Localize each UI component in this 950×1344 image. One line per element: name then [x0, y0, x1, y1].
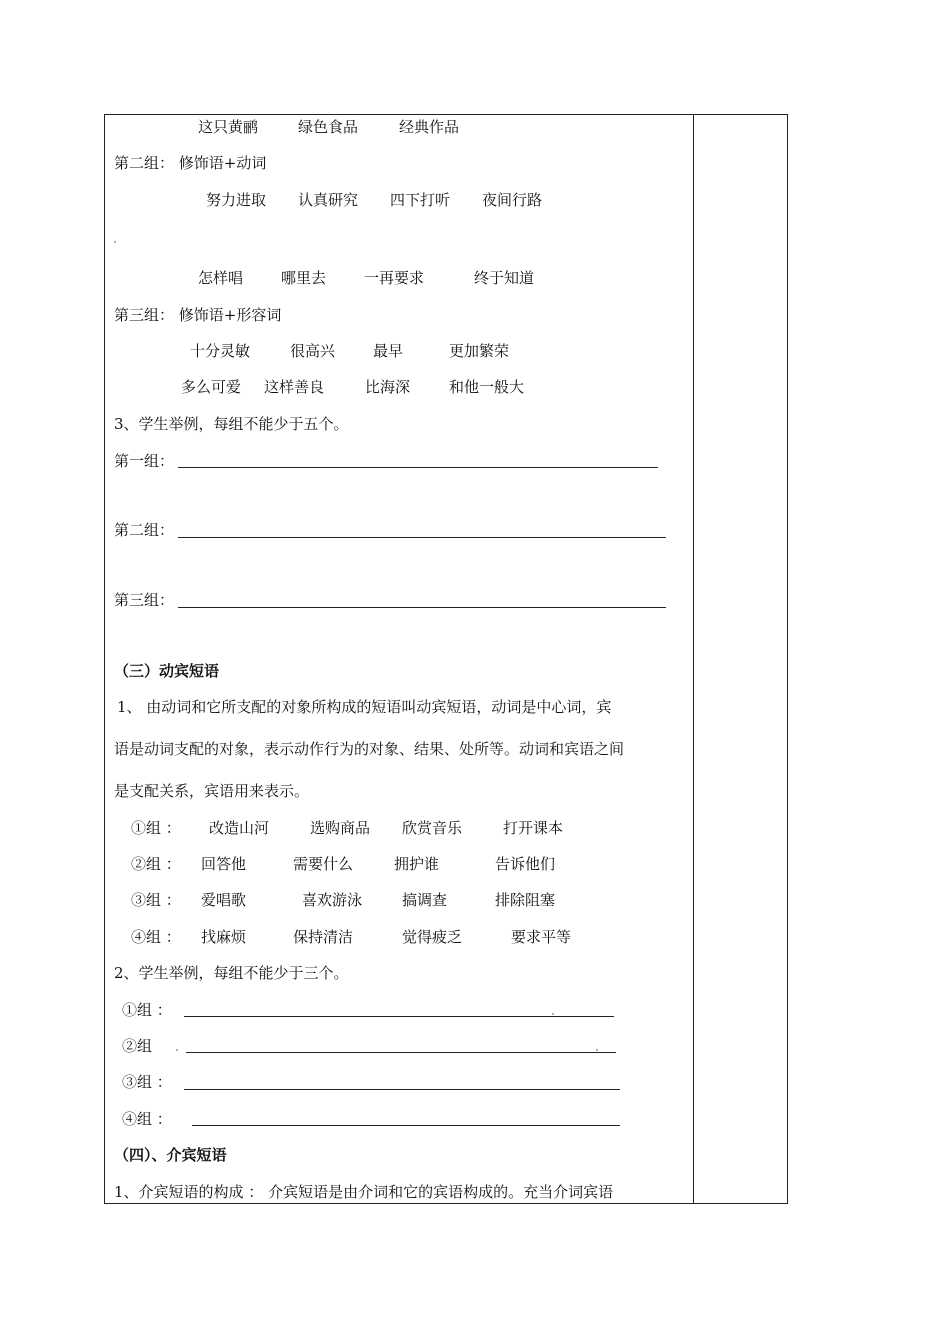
answer-label: 第三组： — [114, 591, 175, 609]
phrase: 告诉他们 — [495, 855, 556, 873]
answer-blank[interactable] — [178, 467, 658, 468]
phrase: 排除阻塞 — [495, 891, 556, 909]
answer-label: ②组 — [122, 1037, 153, 1055]
phrase: 这只黄鹂 — [198, 118, 259, 136]
phrase: 更加繁荣 — [449, 342, 510, 360]
phrase: 搞调查 — [402, 891, 448, 909]
phrase: 十分灵敏 — [190, 342, 251, 360]
exercise-prompt: 2、学生举例，每组不能少于三个。 — [114, 964, 349, 982]
phrase: 选购商品 — [310, 819, 371, 837]
answer-label: ③组 ： — [122, 1073, 172, 1091]
answer-blank[interactable] — [184, 1016, 614, 1017]
phrase: 需要什么 — [293, 855, 354, 873]
answer-blank[interactable] — [186, 1052, 616, 1053]
paragraph-line: 语是动词支配的对象，表示动作行为的对象、结果、处所等。动词和宾语之间 — [114, 740, 625, 758]
phrase: 要求平等 — [511, 928, 572, 946]
phrase: 经典作品 — [399, 118, 460, 136]
phrase: 欣赏音乐 — [402, 819, 463, 837]
answer-blank[interactable] — [184, 1089, 620, 1090]
phrase: 找麻烦 — [201, 928, 247, 946]
speck — [114, 241, 116, 243]
phrase: 比海深 — [365, 378, 411, 396]
phrase: 哪里去 — [281, 269, 327, 287]
answer-label: ①组 ： — [122, 1001, 172, 1019]
exercise-prompt: 3、学生举例，每组不能少于五个。 — [114, 415, 349, 433]
phrase: 终于知道 — [474, 269, 535, 287]
group-label: ③组 ： — [131, 891, 181, 909]
phrase: 爱唱歌 — [201, 891, 247, 909]
phrase: 四下打听 — [390, 191, 451, 209]
phrase: 和他一般大 — [449, 378, 525, 396]
phrase: 认真研究 — [298, 191, 359, 209]
phrase: 夜间行路 — [482, 191, 543, 209]
answer-label: 第一组： — [114, 452, 175, 470]
phrase: 回答他 — [201, 855, 247, 873]
group-label: ①组 ： — [131, 819, 181, 837]
phrase: 保持清洁 — [293, 928, 354, 946]
answer-blank[interactable] — [178, 607, 666, 608]
speck — [552, 1013, 554, 1015]
paragraph-line: 1、介宾短语的构成 ： 介宾短语是由介词和它的宾语构成的。充当介词宾语 — [114, 1183, 614, 1201]
phrase: 最早 — [373, 342, 404, 360]
phrase: 打开课本 — [503, 819, 564, 837]
paragraph-line: 1、 由动词和它所支配的对象所构成的短语叫动宾短语，动词是中心词，宾 — [117, 698, 612, 716]
phrase: 拥护谁 — [394, 855, 440, 873]
section-heading: （三）动宾短语 — [114, 662, 220, 680]
phrase: 喜欢游泳 — [302, 891, 363, 909]
phrase: 很高兴 — [290, 342, 336, 360]
group-label: ④组 ： — [131, 928, 181, 946]
speck — [176, 1049, 178, 1051]
phrase: 怎样唱 — [198, 269, 244, 287]
phrase: 改造山河 — [209, 819, 270, 837]
phrase: 绿色食品 — [298, 118, 359, 136]
answer-label: ④组 ： — [122, 1110, 172, 1128]
phrase: 一再要求 — [364, 269, 425, 287]
answer-blank[interactable] — [178, 537, 666, 538]
paragraph-line: 是支配关系，宾语用来表示。 — [114, 782, 310, 800]
phrase: 努力进取 — [206, 191, 267, 209]
table-column-divider — [693, 114, 694, 1204]
group2-title: 第二组： 修饰语+动词 — [114, 154, 267, 172]
phrase: 多么可爱 — [181, 378, 242, 396]
group3-title: 第三组： 修饰语+形容词 — [114, 306, 282, 324]
group-label: ②组 ： — [131, 855, 181, 873]
phrase: 这样善良 — [264, 378, 325, 396]
answer-blank[interactable] — [192, 1125, 620, 1126]
speck — [596, 1049, 598, 1051]
answer-label: 第二组： — [114, 521, 175, 539]
section-heading: （四）、介宾短语 — [114, 1146, 227, 1164]
phrase: 觉得疲乏 — [402, 928, 463, 946]
